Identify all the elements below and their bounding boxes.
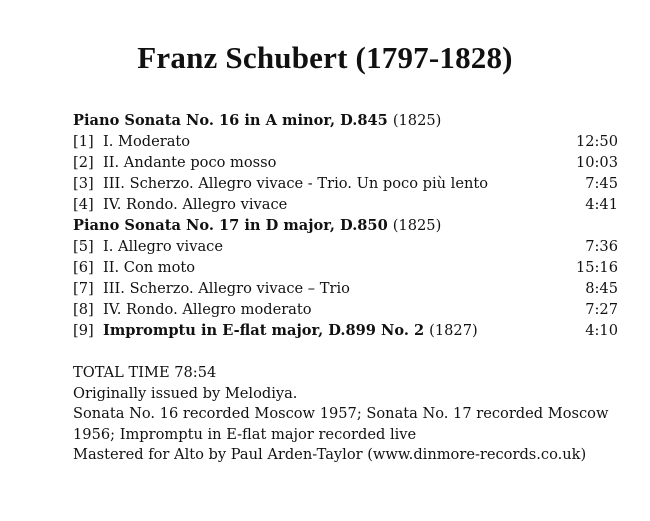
track-row [73, 278, 618, 299]
track-title: IV. Rondo. Allegro vivace [103, 196, 288, 213]
tracklist [73, 110, 618, 341]
track-number: [8] [73, 301, 94, 318]
track-row-impromptu [73, 320, 618, 341]
track-row [73, 152, 618, 173]
track-duration: 7:45 [585, 175, 618, 192]
track-duration: 10:03 [575, 154, 618, 171]
track-title: Impromptu in E-flat major, D.899 No. 2 [103, 322, 425, 339]
impromptu-title-group [103, 320, 558, 341]
track-duration: 4:41 [585, 196, 618, 213]
track-duration: 4:10 [585, 322, 618, 339]
track-title: I. Moderato [103, 133, 191, 150]
track-number: [1] [73, 133, 94, 150]
track-number: [4] [73, 196, 94, 213]
track-number: [6] [73, 259, 94, 276]
track-title: II. Con moto [103, 259, 196, 276]
track-row [73, 194, 618, 215]
track-number: [2] [73, 154, 94, 171]
track-duration: 8:45 [585, 280, 618, 297]
recording-note-line2: 1956; Impromptu in E-flat major recorded live [73, 425, 417, 443]
work-year: (1825) [392, 112, 442, 129]
recording-note-line1: Sonata No. 16 recorded Moscow 1957; Sonata No. 17 recorded Moscow [73, 405, 609, 422]
track-number: [3] [73, 175, 94, 192]
track-title: II. Andante poco mosso [103, 154, 277, 171]
work-heading [73, 215, 618, 236]
mastered-note: Mastered for Alto by Paul Arden-Taylor (www.dinmore-records.co.uk) [73, 446, 587, 463]
liner-notes [73, 363, 633, 466]
track-number: [5] [73, 238, 94, 255]
track-row [73, 236, 618, 257]
work-year: (1825) [392, 217, 442, 234]
track-title: I. Allegro vivace [103, 238, 223, 255]
track-row [73, 131, 618, 152]
track-title: III. Scherzo. Allegro vivace - Trio. Un poco più lento [103, 175, 489, 192]
track-duration: 15:16 [575, 259, 618, 276]
track-duration: 7:36 [585, 238, 618, 255]
work-title: Piano Sonata No. 16 in A minor, D.845 [73, 112, 388, 129]
track-row [73, 257, 618, 278]
track-number: [7] [73, 280, 94, 297]
track-row [73, 173, 618, 194]
track-duration: 7:27 [585, 301, 618, 318]
track-title: III. Scherzo. Allegro vivace – Trio [103, 280, 350, 297]
total-time: TOTAL TIME 78:54 [73, 364, 217, 381]
issued-note: Originally issued by Melodiya. [73, 384, 298, 402]
track-duration: 12:50 [575, 133, 618, 150]
work-heading [73, 110, 618, 131]
page-title: Franz Schubert (1797-1828) [137, 40, 513, 75]
track-title: IV. Rondo. Allegro moderato [103, 301, 312, 318]
track-row [73, 299, 618, 320]
track-year: (1827) [429, 322, 478, 339]
work-title: Piano Sonata No. 17 in D major, D.850 [73, 217, 388, 234]
track-number: [9] [73, 322, 94, 339]
